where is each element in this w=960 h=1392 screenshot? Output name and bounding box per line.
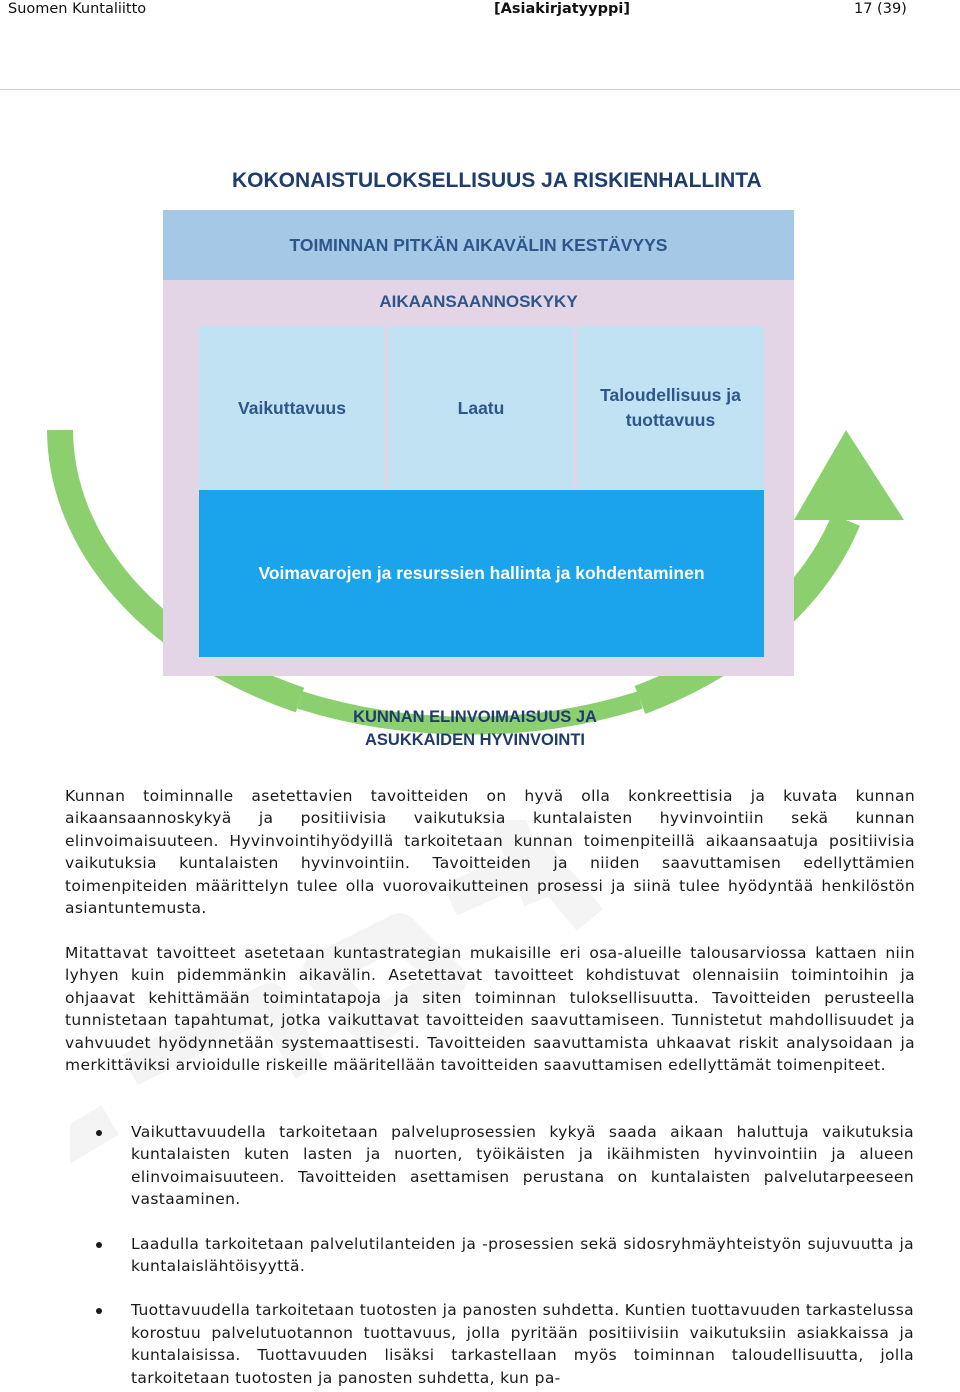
organization-name: Suomen Kuntaliitto [8,1,147,17]
economy-label-line1: Taloudellisuus ja [600,385,741,405]
page-number: 17 (39) [854,1,907,17]
list-item [131,1299,914,1389]
list-item-text: Vaikuttavuudella tarkoitetaan palveluprosessien kykyä saada aikaan haluttuja vaikutuksia kuntalaisten kuten lasten ja nuorten, työikäisten ja ikäihmisten hyvinvointiin ja alueen elinvoimaisuuteen. Tavoitteiden asettamisen perustana on kuntalaisten palvelutarpeeseen vastaaminen. [131,1123,914,1209]
economy-label-line2: tuottavuus [625,410,716,430]
document-type: [Asiakirjatyyppi] [494,1,630,17]
effectiveness-label: Vaikuttavuus [238,397,346,418]
resource-management-band: Voimavarojen ja resurssien hallinta ja kohdentaminen [199,490,764,657]
quality-box [388,326,574,490]
definition-list [0,1121,960,1389]
performance-capacity-label: AIKAANSAANNOSKYKY [379,292,578,311]
foot-caption-line1: KUNNAN ELINVOIMAISUUS JA [353,708,597,726]
bullet-icon [96,1130,102,1136]
diagram-title: KOKONAISTULOKSELLISUUS JA RISKIENHALLINTA [232,169,762,192]
effectiveness-box [199,326,385,490]
list-item [131,1121,914,1211]
list-item-text: Tuottavuudella tarkoitetaan tuotosten ja panosten suhdetta. Kuntien tuottavuuden tarkastelussa korostuu palvelutuotannon tuottavuus, jolla pyritään positiivisiin vaikutuksiin asiakkaissa ja kuntalaisissa. Tuottavuuden lisäksi tarkastellaan myös toiminnan taloudellisuutta, jolla tarkoitetaan tuotosten ja panosten suhdetta, kun pa- [131,1301,914,1387]
economy-productivity-box [577,326,764,490]
cycle-arrow-head [794,430,904,520]
foot-caption-line2: ASUKKAIDEN HYVINVOINTI [364,731,586,749]
bullet-icon [96,1308,102,1314]
diagram-foot-caption [300,706,650,752]
quality-label: Laatu [457,397,505,418]
bullet-icon [96,1242,102,1248]
long-term-sustainability-band: TOIMINNAN PITKÄN AIKAVÄLIN KESTÄVYYS [163,210,794,280]
paragraph-goals: Kunnan toiminnalle asetettavien tavoitteiden on hyvä olla konkreettisia ja kuvata kunnan aikaansaannoskykyä ja positiivisia vaikutuksia kuntalaisten hyvinvointiin sekä kunnan elinvoimaisuuteen. Hyvinvointihyödyillä tarkoitetaan kunnan toimenpiteillä aikaansaatuja positiivisia vaikutuksia kuntalaisten hyvinvointiin. Tavoitteiden ja niiden saavuttamisen edellyttämien toimenpiteiden määrittelyn tulee olla vuorovaikutteinen prosessi ja siinä tulee hyödyntää henkilöstön asiantuntemusta. [65,787,915,918]
paragraph-measurable-goals: Mitattavat tavoitteet asetetaan kuntastrategian mukaisille eri osa-alueille talousarviossa kattaen niin lyhyen kuin pidemmänkin aikavälin. Asetettavat tavoitteet kohdistuvat olennaisiin toimintoihin ja ohjaavat kehittämään toimintatapoja ja siten toiminnan tuloksellisuutta. Tavoitteiden perusteella tunnistetaan tapahtumat, jotka vaikuttavat tavoitteiden saavuttamiseen. Tunnistetut mahdollisuudet ja vahvuudet hyödynnetään systemaattisesti. Tavoitteiden saavuttamista uhkaavat riskit analysoidaan ja merkittäviksi arvioidulle riskeille määritellään tavoitteiden saavuttamisen edellyttämät toimenpiteet. [65,944,915,1075]
list-item [131,1233,914,1278]
list-item-text: Laadulla tarkoitetaan palvelutilanteiden ja -prosessien sekä sidosryhmäyhteistyön sujuvuutta ja kuntalaislähtöisyyttä. [131,1234,914,1276]
